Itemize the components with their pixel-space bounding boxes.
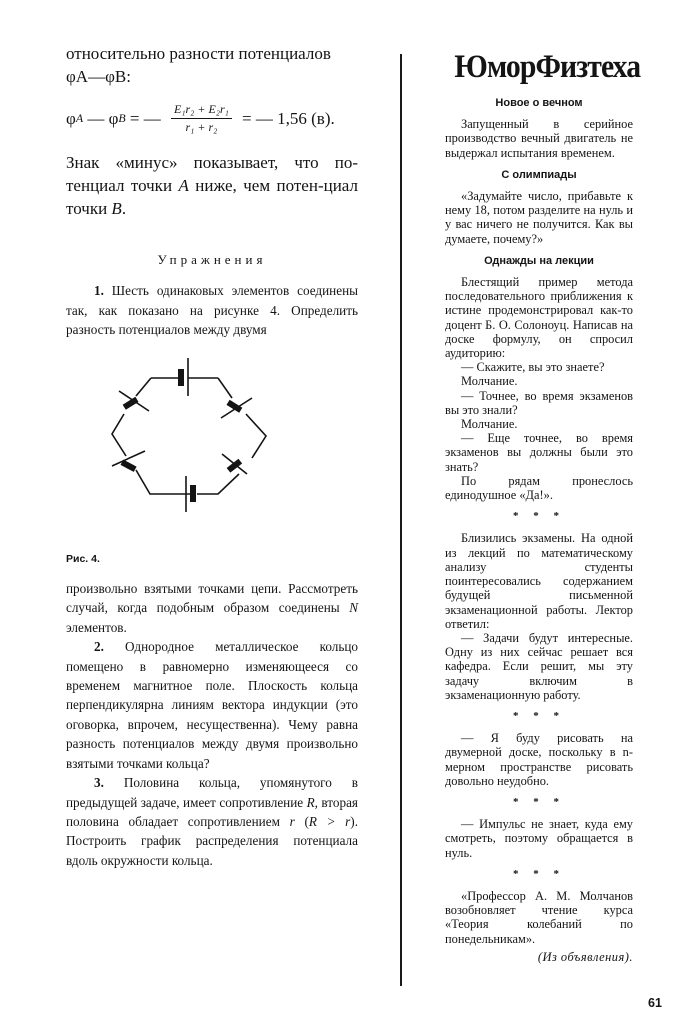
potential-difference-formula [66,102,358,135]
dialogue-line: — Точнее, во время экзаменов вы это знали? [445,388,633,417]
variable-r-lower: r [289,813,295,829]
exercise-3 [66,773,358,870]
left-column [66,42,358,870]
exercises-heading: Упражнения [157,252,267,267]
humor-masthead: ЮморФизтеха [454,49,641,85]
phi-symbol: φ [66,108,76,128]
right-column-humor [445,46,641,964]
separator-stars: * * * [513,795,565,808]
exercise-text: произвольно взятыми точками цепи. Рассмотреть случай, когда подобным образом соединены [66,581,358,616]
subscript-b: B [118,110,126,125]
dialogue-line: Молчание. [461,417,518,432]
phi-symbol: φ [108,108,119,128]
point-b: B [111,199,122,218]
joke-paragraph: — Импульс не знает, куда ему смотреть, поэтому обращается в нуль. [445,817,633,860]
fraction [171,102,232,135]
joke-paragraph: — Я буду рисовать на двумерной доске, поскольку в n-мерном пространстве рисовать довольно неудобно. [445,731,633,788]
dialogue-line: — Еще точнее, во время экзаменов вы должны были это знать? [445,431,633,474]
battery-circuit-diagram [84,346,344,546]
minus-sign: — [83,108,109,128]
section-heading: Однажды на лекции [484,254,594,267]
joke-paragraph: Близились экзамены. На одной из лекций по математическому анализу студенты поинтересовались содержанием будущей письменной экзаменационной работы. Лектор ответил: [445,531,633,631]
section-heading: Новое о вечном [495,97,583,109]
dialogue-line: — Скажите, вы это знаете? [461,360,605,375]
column-divider [400,54,402,986]
exercise-text: , вторая половина обладает сопротивлением [66,794,358,829]
exercise-text: Половина кольца, упомянутого в предыдущей задаче, имеет сопротивление [66,775,358,810]
joke-paragraph: — Задачи будут интересные. Одну из них сейчас решает вся кафедра. Если решит, мы эту задачу включим в экзаменационную работу. [445,630,633,702]
conclusion-text: . [121,199,127,218]
separator-stars: * * * [513,510,565,523]
joke-paragraph: «Профессор А. М. Молчанов возобновляет чтение курса «Теория колебаний по понедельникам». [445,888,633,946]
subscript-a: A [75,110,84,125]
inequality: R > r [308,813,351,829]
equals-minus: = — [125,108,165,128]
section-paragraph: «Задумайте число, прибавьте к нему 18, потом разделите на нуль и у вас ничего не получится. Как вы думаете, почему?» [445,189,633,246]
separator-stars: * * * [513,867,565,880]
exercise-1-continued [66,579,358,637]
source-note: (Из объявления). [537,949,633,964]
exercise-text: Однородное металлическое кольцо помещено в равномерно изменяющееся со временем магнитное поле. Плоскость кольца перпендикулярна линиям вектора индукции (это оговорка, впрочем, несущественна). Чему равна разность потенциалов между двумя произвольно взятыми точками кольца? [66,639,358,771]
variable-n: N [349,600,358,616]
dialogue-line: По рядам пронеслось единодушное «Да!». [445,473,633,503]
separator-stars: * * * [513,709,565,722]
exercise-1 [66,281,358,339]
section-paragraph: Запущенный в серийное производство вечный двигатель не выдержал испытания временем. [445,117,633,160]
conclusion-text: ниже, чем потен-циал точки [66,176,358,218]
figure-4-hexagon-circuit [66,346,358,546]
formula-result: = — 1,56 (в). [237,108,335,128]
intro-paragraph [66,42,358,88]
fraction-denominator: r₁ + r₂ [185,120,218,134]
conclusion-paragraph [66,151,358,220]
exercise-number: 1. [94,283,104,299]
point-a: A [178,176,189,195]
exercise-text: Шесть одинаковых элементов соединены так, как показано на рисунке 4. Определить разность потенциалов между двумя [66,283,358,338]
variable-r-upper: R [306,794,315,810]
exercise-text: ). Построить график распределения потенциала вдоль окружности кольца. [66,813,358,868]
exercise-number: 3. [94,775,104,791]
exercise-text: ( [294,813,309,829]
intro-formula: φA—φB: [66,67,131,86]
exercise-2 [66,637,358,773]
conclusion-text: Знак «минус» показывает, что по-тенциал точки [66,153,358,195]
exercise-number: 2. [94,639,104,655]
exercise-text: элементов. [66,619,127,635]
figure-caption: Рис. 4. [66,552,100,565]
page-number: 61 [648,996,662,1010]
section-paragraph: Блестящий пример метода последовательного приближения к истине продемонстрировал как-то доцент Б. О. Солоноуц. Написав на доске формулу, он спросил аудиторию: [445,275,633,361]
intro-text: относительно разности потенциалов [66,44,331,63]
fraction-numerator: E₁r₂ + E₂r₁ [171,102,232,119]
dialogue-line: Молчание. [461,374,518,389]
section-heading: С олимпиады [501,168,577,181]
